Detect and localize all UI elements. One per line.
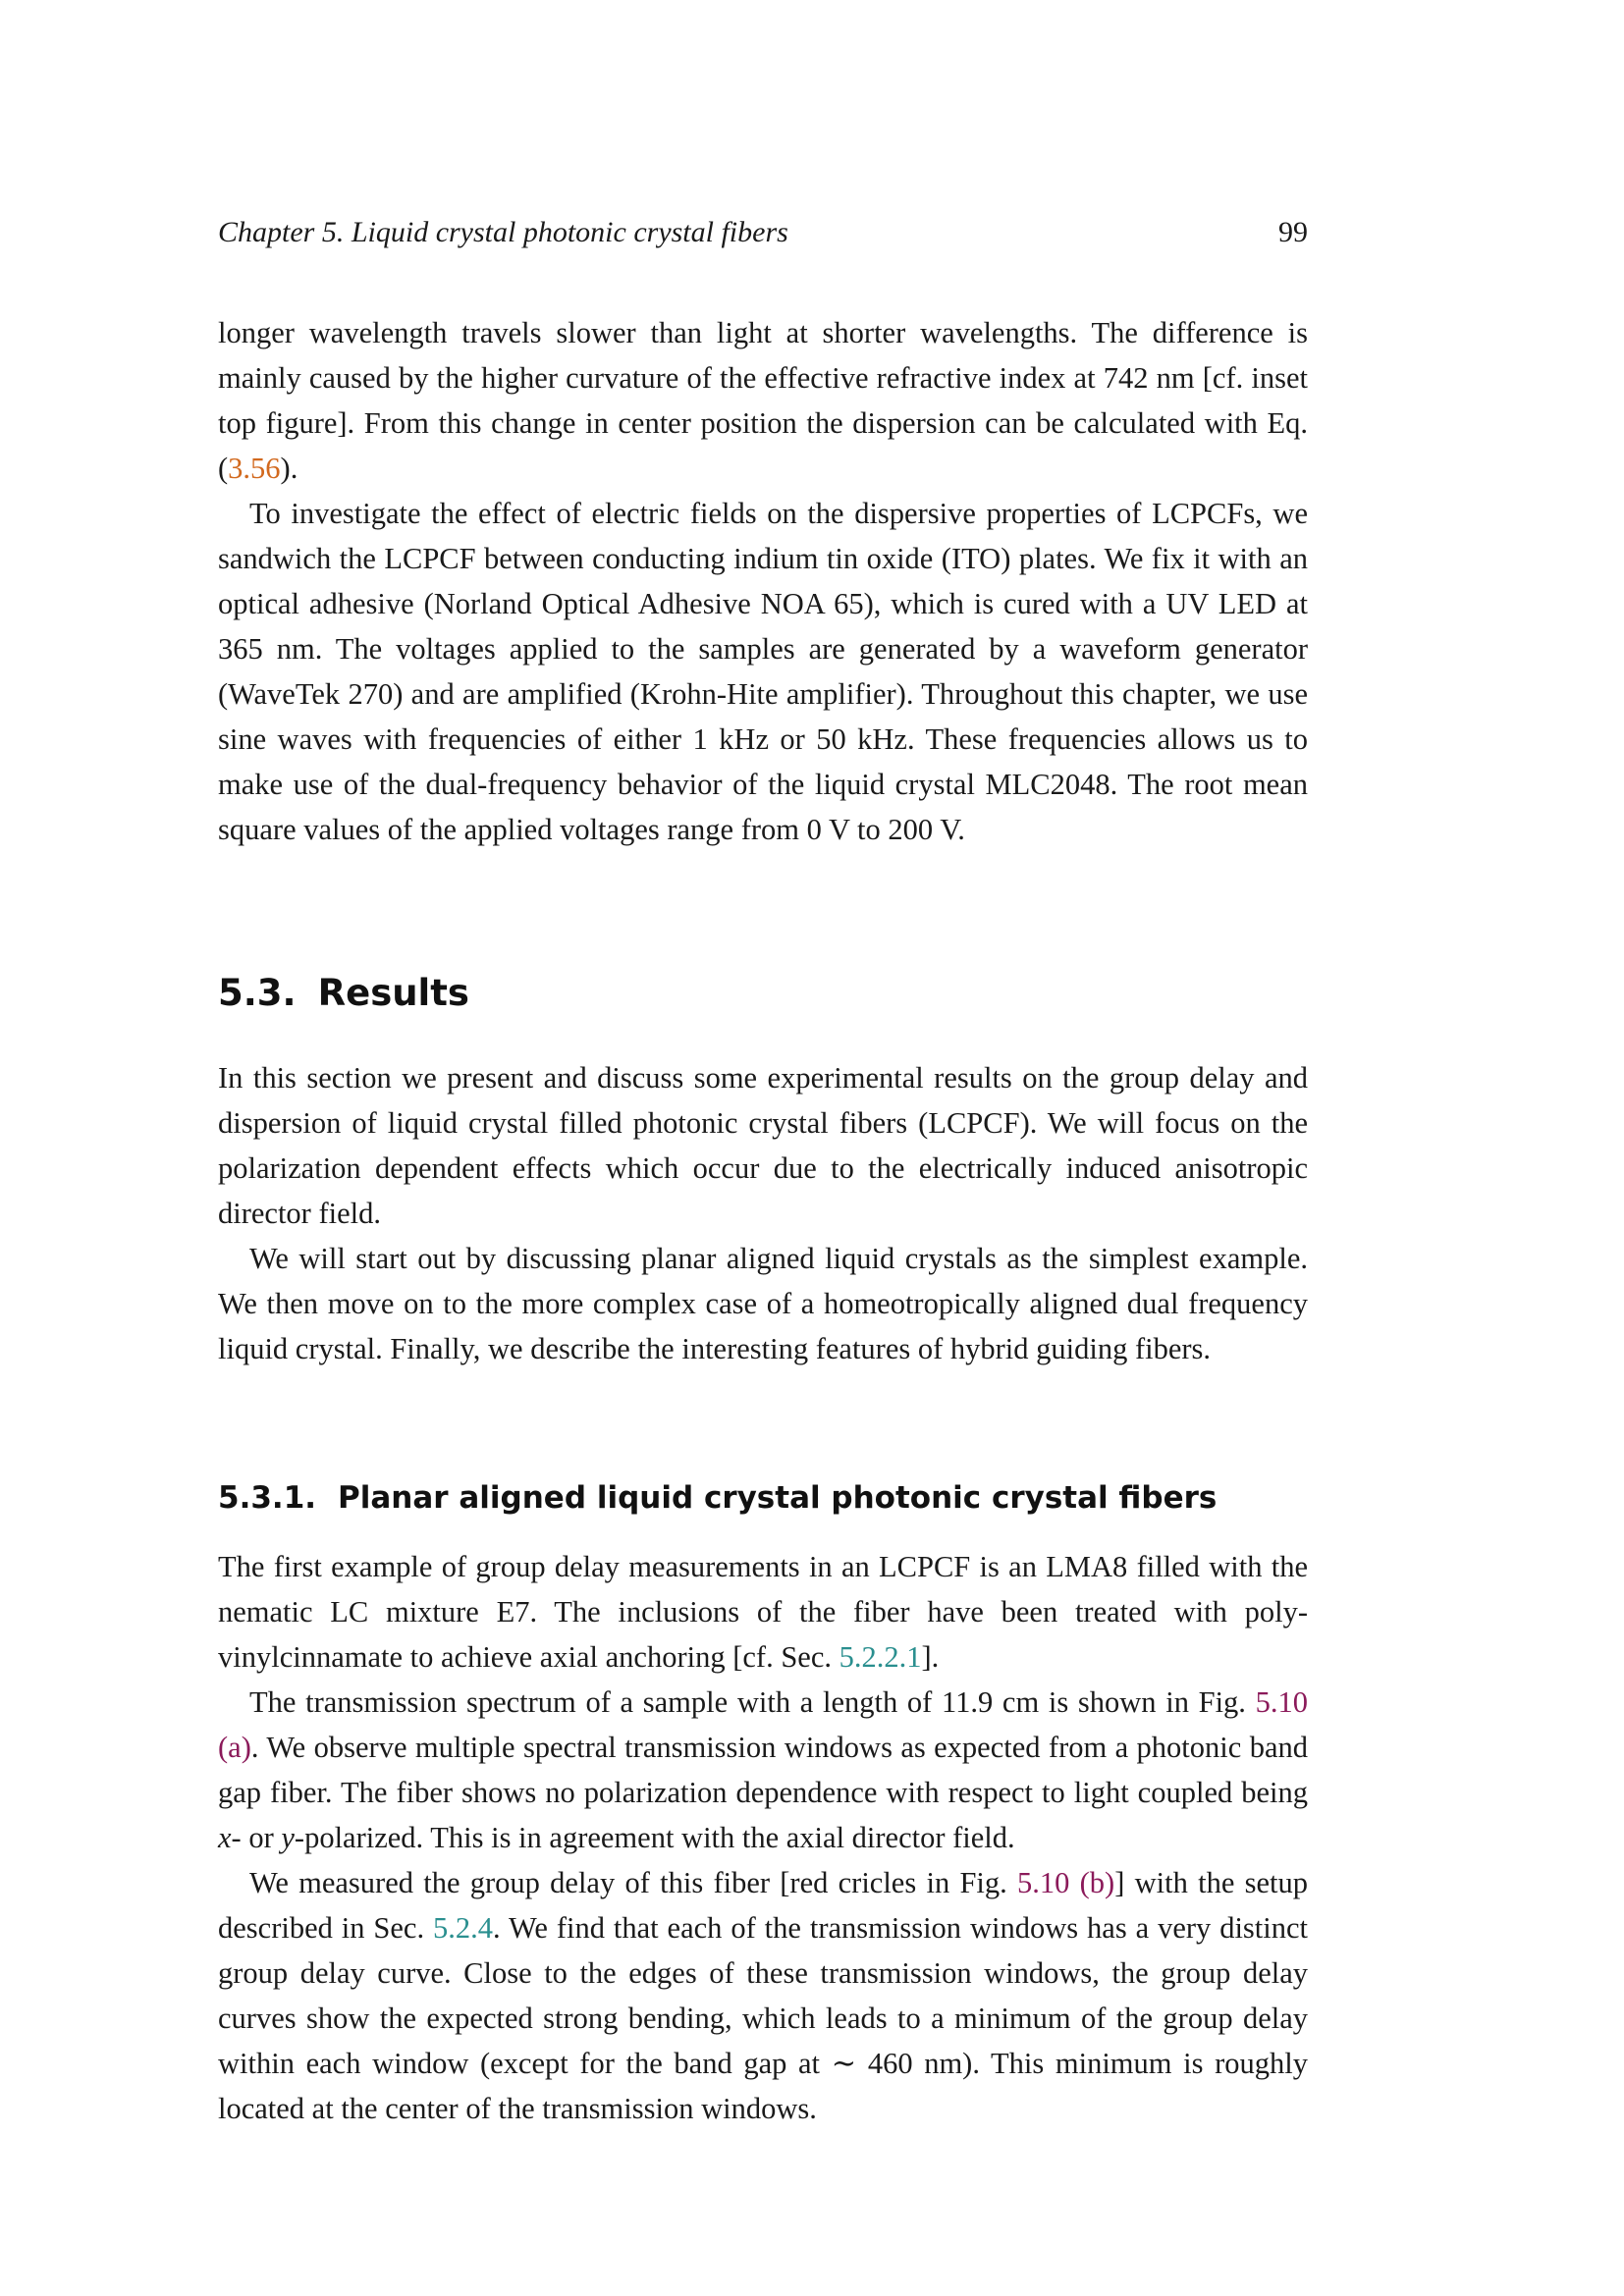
text-run: - or <box>231 1821 282 1854</box>
figure-reference-link[interactable]: 5.10 (a) <box>218 1685 1308 1764</box>
section-title: Results <box>317 972 469 1014</box>
subsection-heading-5-3-1 <box>218 1480 1217 1516</box>
paragraph: In this section we present and discuss some experimental results on the group delay and dispersion of liquid crystal filled photonic crystal fibers (LCPCF). We will focus on the polarization dependent effects which occur due to the electrically induced anisotropic director field. <box>218 1061 1308 1230</box>
section-reference-link[interactable]: 5.2.4 <box>433 1911 494 1945</box>
paragraph <box>218 1680 1308 1860</box>
text-run: . We observe multiple spectral transmission windows as expected from a photonic band gap fiber. The fiber shows no polarization dependence with respect to light coupled being <box>218 1731 1308 1809</box>
results-text <box>218 1055 1308 1371</box>
paragraph <box>218 1544 1308 1680</box>
math-x: x <box>218 1821 232 1854</box>
text-run: -polarized. This is in agreement with the axial director field. <box>294 1821 1015 1854</box>
page-number: 99 <box>1278 216 1308 248</box>
section-reference-link[interactable]: 5.2.2.1 <box>839 1640 922 1674</box>
section-heading-5-3 <box>218 972 469 1014</box>
paragraph <box>218 1860 1308 2131</box>
paragraph: We will start out by discussing planar aligned liquid crystals as the simplest example. We then move on to the more complex case of a homeotropically aligned dual frequency liquid crystal. Finally, we describe the interesting features of hybrid guiding fibers. <box>218 1242 1308 1365</box>
subsection-number: 5.3.1. <box>218 1480 317 1516</box>
text-run: ). <box>280 452 298 485</box>
text-run: . We find that each of the transmission windows has a very distinct group delay curve. Close to the edges of these transmission windows, the group delay curves show the expected strong bending, which leads to a minimum of the group delay within each window (except for the band gap at ∼ 460 nm). This minimum is roughly located at the center of the transmission windows. <box>218 1911 1309 2125</box>
paragraph <box>218 310 1308 491</box>
intro-text <box>218 310 1308 852</box>
text-run: The transmission spectrum of a sample with a length of 11.9 cm is shown in Fig. <box>249 1685 1256 1719</box>
math-y: y <box>281 1821 295 1854</box>
text-run: ]. <box>921 1640 940 1674</box>
text-run: longer wavelength travels slower than light at shorter wavelengths. The difference is mainly caused by the higher curvature of the effective refractive index at 742 nm [cf. inset top figure]. From this change in center position the dispersion can be calculated with Eq. ( <box>218 316 1308 485</box>
figure-reference-link[interactable]: 5.10 (b) <box>1017 1866 1115 1899</box>
text-run: We measured the group delay of this fiber [red cricles in Fig. <box>249 1866 1018 1899</box>
equation-reference-link[interactable]: 3.56 <box>228 452 281 485</box>
subsection-title: Planar aligned liquid crystal photonic crystal fibers <box>338 1480 1218 1516</box>
chapter-title: Chapter 5. Liquid crystal photonic crystal fibers <box>218 216 788 248</box>
paragraph: To investigate the effect of electric fields on the dispersive properties of LCPCFs, we sandwich the LCPCF between conducting indium tin oxide (ITO) plates. We fix it with an optical adhesive (Norland Optical Adhesive NOA 65), which is cured with a UV LED at 365 nm. The voltages applied to the samples are generated by a waveform generator (WaveTek 270) and are amplified (Krohn-Hite amplifier). Throughout this chapter, we use sine waves with frequencies of either 1 kHz or 50 kHz. These frequencies allows us to make use of the dual-frequency behavior of the liquid crystal MLC2048. The root mean square values of the applied voltages range from 0 V to 200 V. <box>218 497 1308 846</box>
text-run: ] with the setup described in Sec. <box>218 1866 1308 1945</box>
planar-aligned-text <box>218 1544 1308 2131</box>
running-header <box>218 216 1308 249</box>
text-run: The first example of group delay measurements in an LCPCF is an LMA8 filled with the nematic LC mixture E7. The inclusions of the fiber have been treated with poly-vinylcinnamate to achieve axial anchoring [cf. Sec. <box>218 1550 1308 1674</box>
section-number: 5.3. <box>218 972 297 1014</box>
